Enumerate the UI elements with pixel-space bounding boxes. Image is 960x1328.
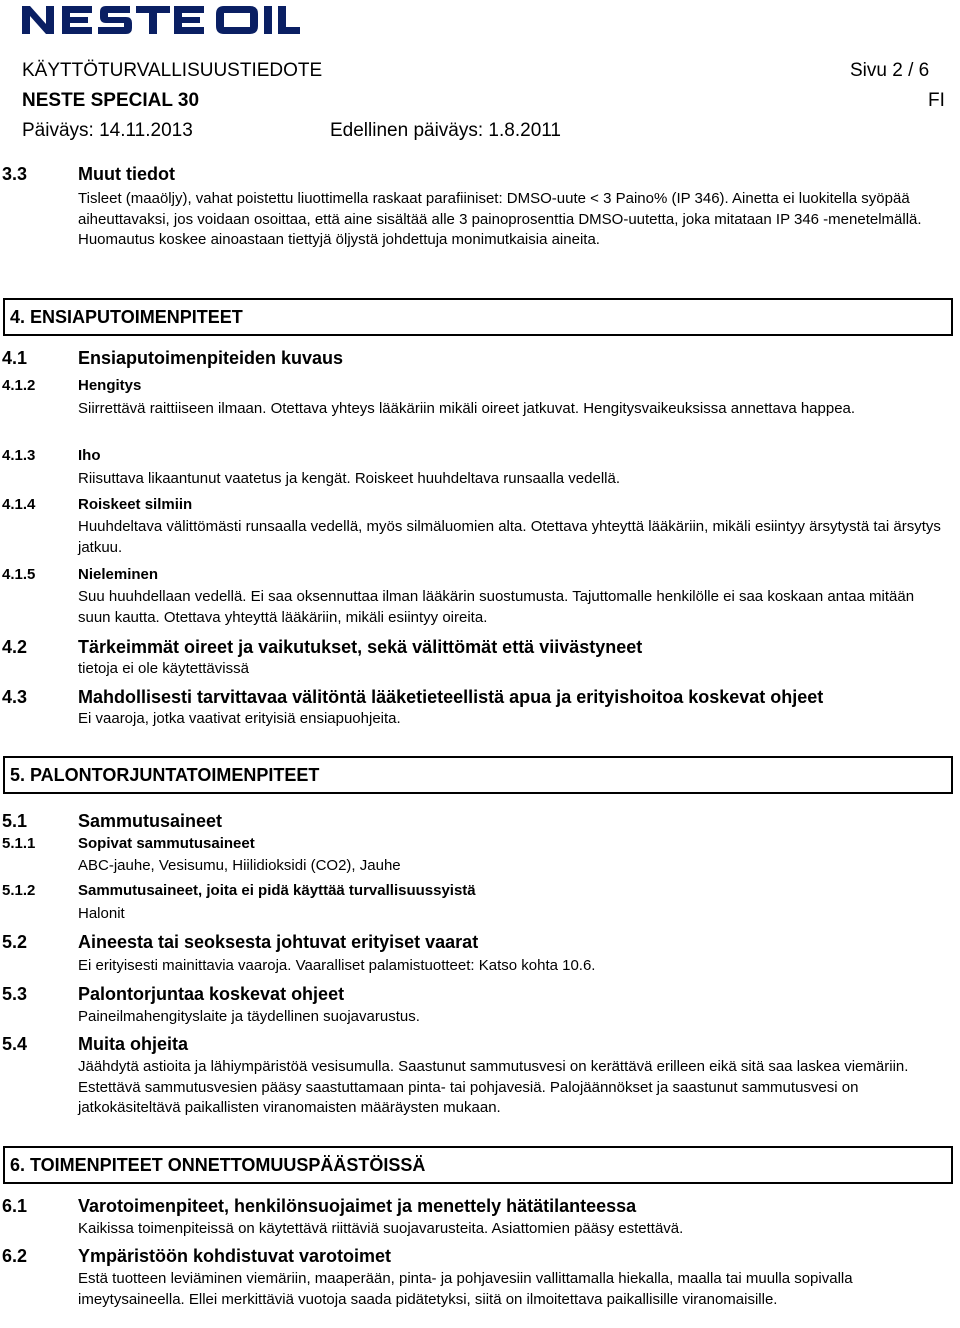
section-3-3-text: Tisleet (maaöljy), vahat poistettu liuottimella raskaat parafiiniset: DMSO-uute < 3 Paino% (IP 346). Ainetta ei luokitella syöpää aiheuttavaksi, jos voidaan osoittaa, että aine sisältää alle 3 painoprosenttia DMSO-uutetta, joka mitataan IP 346 -menetelmällä. Huomautus koskee ainoastaan tiettyjä öljystä johdettuja monimutkaisia aineita. bbox=[78, 190, 922, 248]
previous-date: Edellinen päiväys: 1.8.2011 bbox=[330, 120, 561, 141]
section-4-1-number: 4.1 bbox=[2, 348, 28, 368]
section-5-3-number: 5.3 bbox=[2, 984, 28, 1004]
section-4-1-5-title: Nieleminen bbox=[78, 566, 159, 583]
section-4-1-3-title: Iho bbox=[78, 447, 101, 464]
section-5-1-2-title: Sammutusaineet, joita ei pidä käyttää turvallisuussyistä bbox=[78, 882, 476, 899]
section-6-heading: 6. TOIMENPITEET ONNETTOMUUSPÄÄSTÖISSÄ bbox=[3, 1146, 953, 1184]
page-number: Sivu 2 / 6 bbox=[850, 60, 930, 81]
section-5-heading: 5. PALONTORJUNTATOIMENPITEET bbox=[3, 756, 953, 794]
section-4-1-3-text: Riisuttava likaantunut vaatetus ja kengät. Roiskeet huuhdeltava runsaalla vedellä. bbox=[78, 470, 621, 487]
section-5-4-title: Muita ohjeita bbox=[78, 1034, 189, 1054]
section-4-1-3-number: 4.1.3 bbox=[2, 447, 36, 464]
section-4-1-2-number: 4.1.2 bbox=[2, 377, 36, 394]
section-4-2-number: 4.2 bbox=[2, 637, 28, 657]
section-4-1-4-number: 4.1.4 bbox=[2, 496, 36, 513]
section-4-3-text: Ei vaaroja, jotka vaativat erityisiä ensiapuohjeita. bbox=[78, 710, 401, 727]
section-5-4-number: 5.4 bbox=[2, 1034, 28, 1054]
section-4-2-text: tietoja ei ole käytettävissä bbox=[78, 660, 249, 677]
section-4-3-title: Mahdollisesti tarvittavaa välitöntä lääketieteellistä apua ja erityishoitoa koskevat ohjeet bbox=[78, 687, 824, 707]
section-4-1-2-text: Siirrettävä raittiiseen ilmaan. Otettava yhteys lääkäriin mikäli oireet jatkuvat. Hengitysvaikeuksissa annettava happea. bbox=[78, 400, 856, 417]
section-5-2-text: Ei erityisesti mainittavia vaaroja. Vaaralliset palamistuotteet: Katso kohta 10.6. bbox=[78, 957, 596, 974]
section-5-1-1-title: Sopivat sammutusaineet bbox=[78, 835, 255, 852]
product-name: NESTE SPECIAL 30 bbox=[22, 90, 200, 111]
document-type: KÄYTTÖTURVALLISUUSTIEDOTE bbox=[22, 60, 323, 81]
section-4-1-2-title: Hengitys bbox=[78, 377, 142, 394]
language-code: FI bbox=[928, 90, 945, 111]
issue-date: Päiväys: 14.11.2013 bbox=[22, 120, 193, 141]
section-5-2-title: Aineesta tai seoksesta johtuvat erityiset vaarat bbox=[78, 932, 479, 952]
section-4-1-4-text: Huuhdeltava välittömästi runsaalla vedellä, myös silmäluomien alta. Otettava yhteyttä lääkäriin, mikäli esiintyy ärsytystä tai ärsytys jatkuu. bbox=[78, 518, 941, 556]
section-6-1-text: Kaikissa toimenpiteissä on käytettävä riittäviä suojavarusteita. Asiattomien pääsy estettävä. bbox=[78, 1220, 684, 1237]
section-5-1-title: Sammutusaineet bbox=[78, 811, 223, 831]
section-6-1-title: Varotoimenpiteet, henkilönsuojaimet ja menettely hätätilanteessa bbox=[78, 1196, 637, 1216]
section-5-1-1-text: ABC-jauhe, Vesisumu, Hiilidioksidi (CO2), Jauhe bbox=[78, 857, 401, 874]
section-3-3-title: Muut tiedot bbox=[78, 164, 175, 184]
section-4-1-5-number: 4.1.5 bbox=[2, 566, 36, 583]
section-5-3-text: Paineilmahengityslaite ja täydellinen suojavarustus. bbox=[78, 1008, 420, 1025]
section-5-2-number: 5.2 bbox=[2, 932, 28, 952]
section-6-2-text: Estä tuotteen leviäminen viemäriin, maaperään, pinta- ja pohjavesiin vallittamalla hiekalla, maalla tai muulla sopivalla imeytysaineella. Ellei merkittäviä vuotoja saada pidätetyksi, siitä on ilmoitettava paikallisille viranomaisille. bbox=[78, 1270, 853, 1308]
neste-oil-logo bbox=[20, 2, 300, 38]
section-4-1-5-text: Suu huuhdellaan vedellä. Ei saa oksennuttaa ilman lääkärin suostumusta. Tajuttomalle henkilölle ei saa koskaan antaa mitään suun kautta. Otettava yhteyttä lääkäriin, mikäli esiintyy oireita. bbox=[78, 588, 915, 626]
section-4-1-title: Ensiaputoimenpiteiden kuvaus bbox=[78, 348, 344, 368]
section-4-3-number: 4.3 bbox=[2, 687, 28, 707]
section-5-1-2-number: 5.1.2 bbox=[2, 882, 36, 899]
section-5-4-text: Jäähdytä astioita ja lähiympäristöä vesisumulla. Saastunut sammutusvesi on kerättävä erilleen eikä sitä saa laskea viemäriin. Estettävä sammutusvesien pääsy saastuttamaan pinta- tai pohjavesiä. Palojäännökset ja saastunut sammutusvesi on jatkokäsiteltävä paikallisten viranomaisten määräysten mukaan. bbox=[78, 1058, 909, 1116]
section-5-1-number: 5.1 bbox=[2, 811, 28, 831]
section-5-3-title: Palontorjuntaa koskevat ohjeet bbox=[78, 984, 345, 1004]
section-4-1-4-title: Roiskeet silmiin bbox=[78, 496, 193, 513]
section-6-2-title: Ympäristöön kohdistuvat varotoimet bbox=[78, 1246, 392, 1266]
section-4-heading: 4. ENSIAPUTOIMENPITEET bbox=[3, 298, 953, 336]
section-6-1-number: 6.1 bbox=[2, 1196, 28, 1216]
section-5-1-2-text: Halonit bbox=[78, 905, 125, 922]
section-6-2-number: 6.2 bbox=[2, 1246, 28, 1266]
section-4-2-title: Tärkeimmät oireet ja vaikutukset, sekä välittömät että viivästyneet bbox=[78, 637, 643, 657]
section-3-3-number: 3.3 bbox=[2, 164, 28, 184]
section-5-1-1-number: 5.1.1 bbox=[2, 835, 36, 852]
